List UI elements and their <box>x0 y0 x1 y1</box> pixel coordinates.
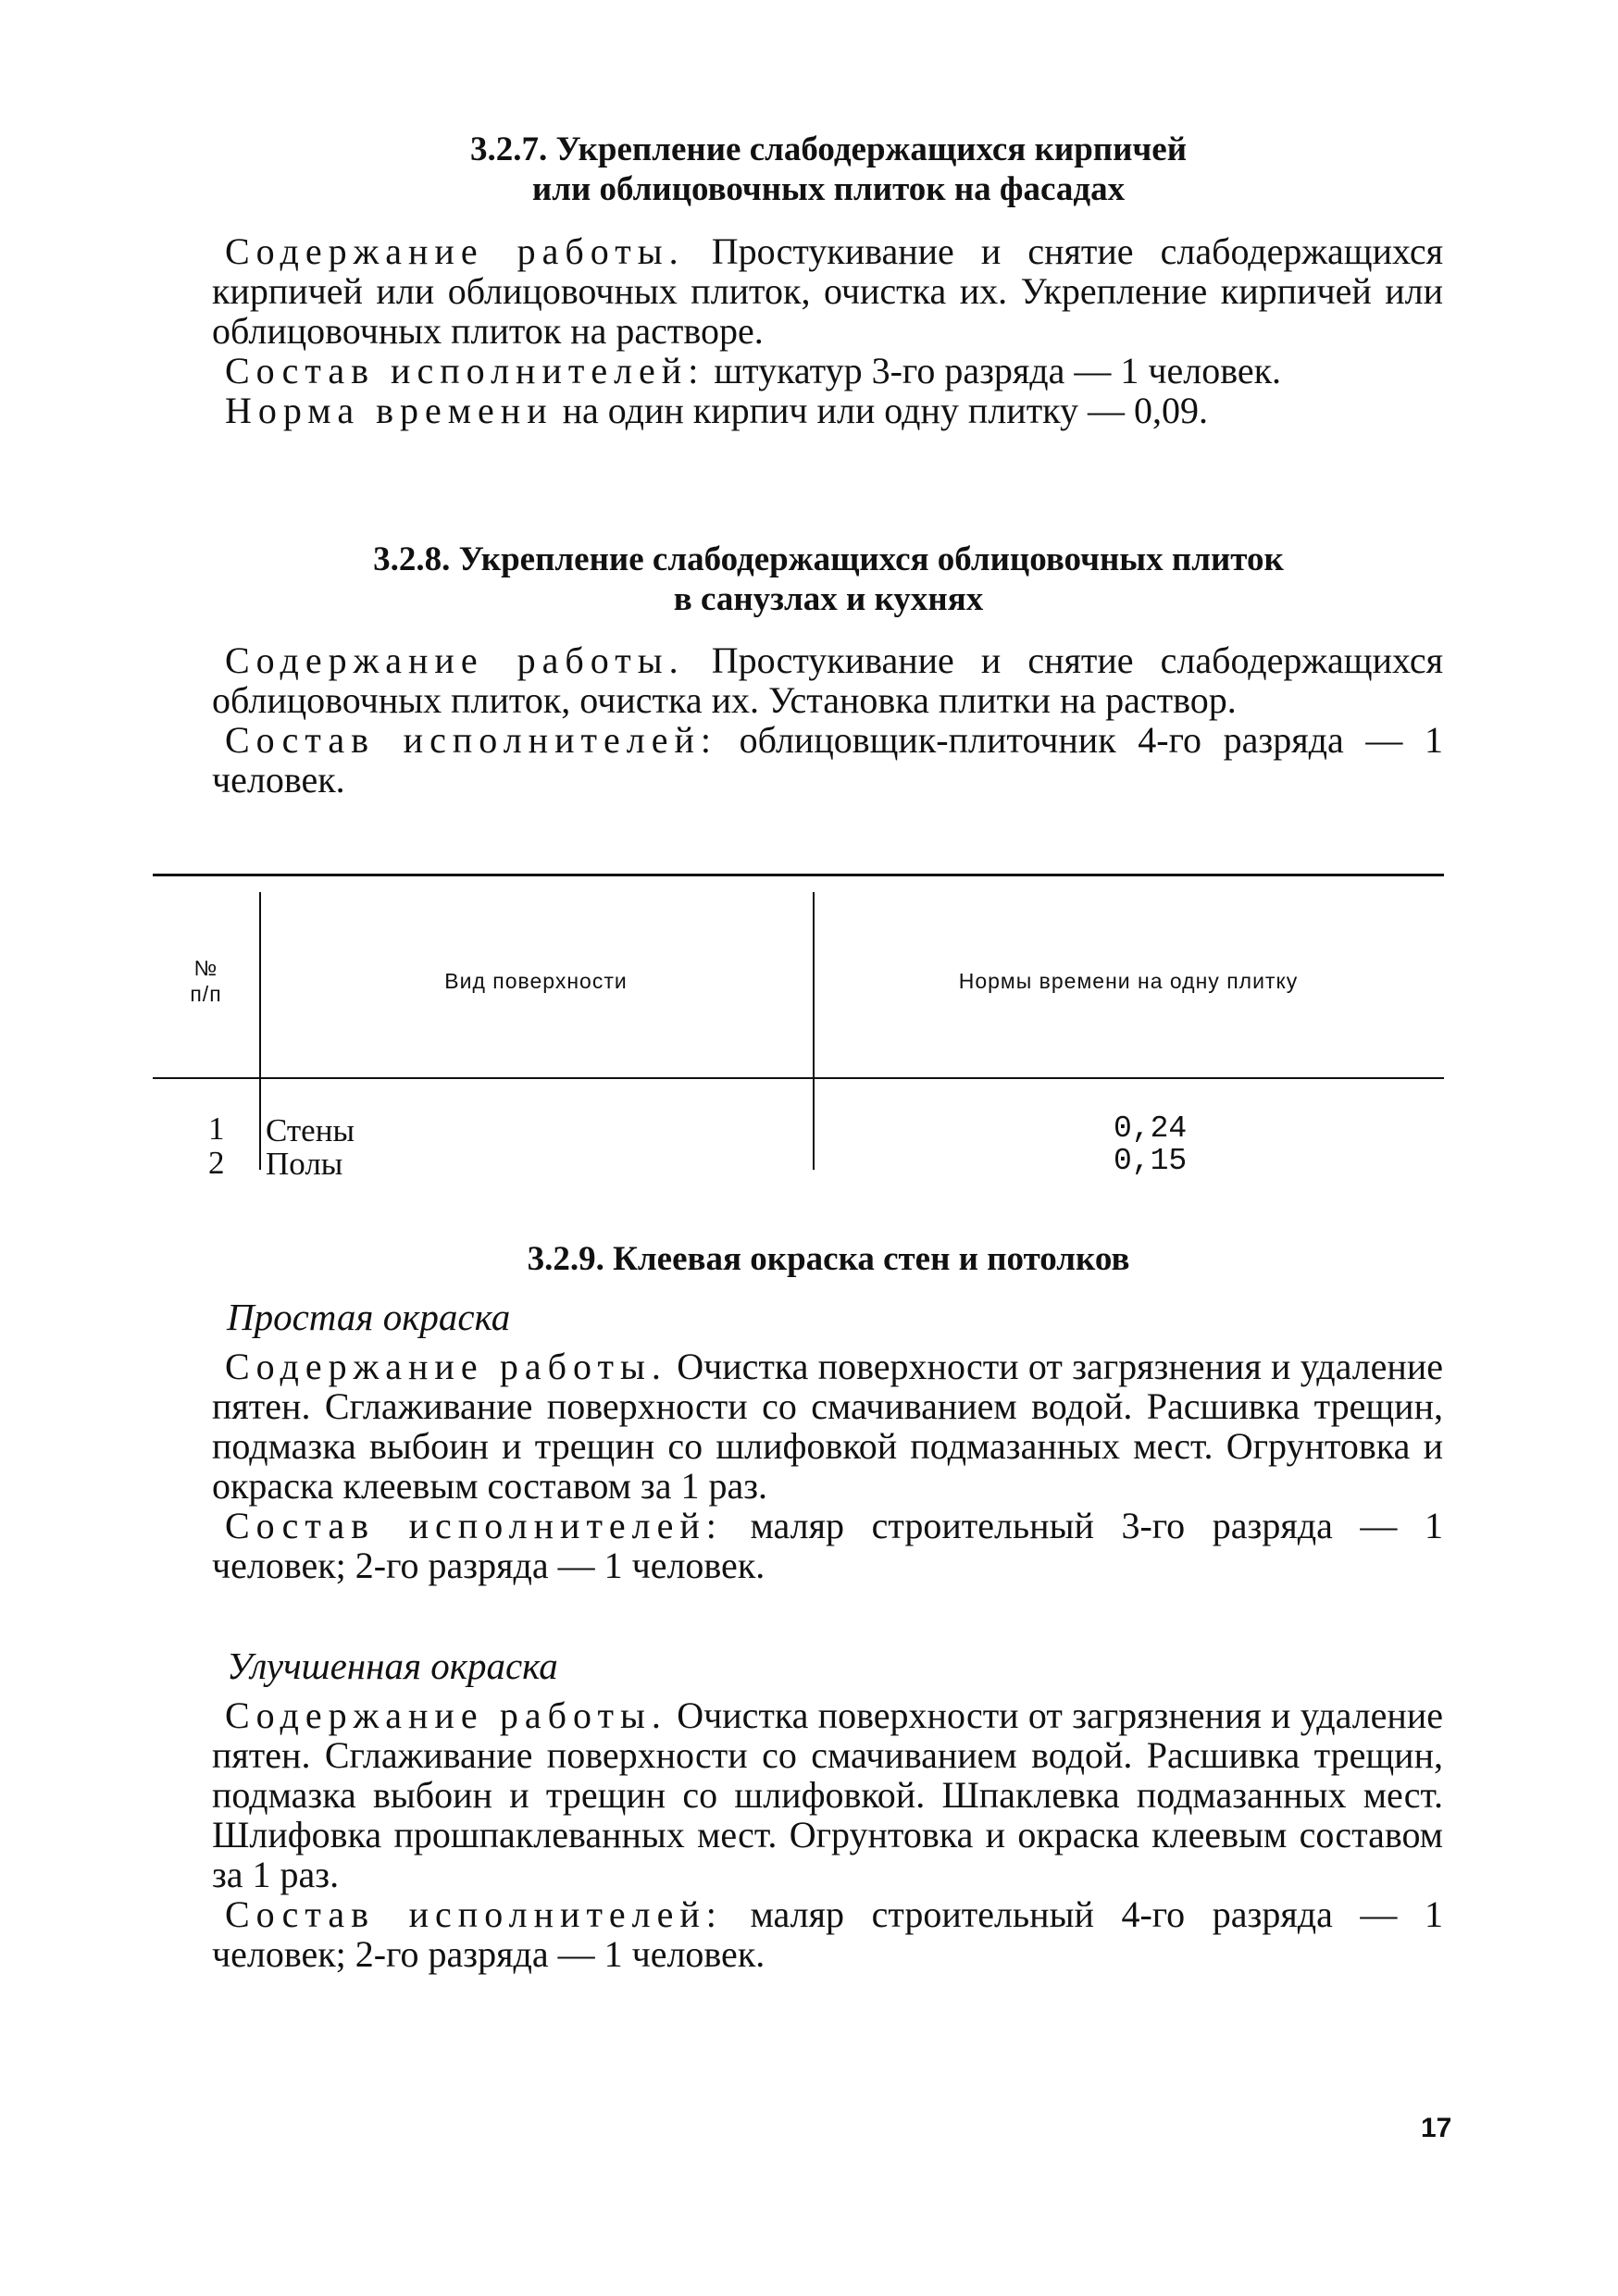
improved-content-label: Содержание работы. <box>225 1694 667 1736</box>
table-top-rule <box>153 874 1444 876</box>
header-num <box>153 955 259 1007</box>
section-327-title-line2: или облицовочных плиток на фасадах <box>531 170 1126 208</box>
row-2-norm: 0,15 <box>1114 1144 1188 1178</box>
section-328-body <box>212 640 1443 800</box>
section-328-heading <box>213 540 1444 619</box>
norms-table <box>153 874 1444 1188</box>
section-327-staff-text: штукатур 3-го разряда — 1 человек. <box>714 350 1282 391</box>
header-num-line1: № <box>193 956 218 980</box>
simple-content-label: Содержание работы. <box>225 1346 667 1387</box>
improved-staff-label: Состав исполнителей: <box>225 1893 723 1935</box>
row-2-surface: Полы <box>266 1146 343 1182</box>
section-328-staff-label: Состав исполнителей: <box>225 719 717 761</box>
section-327-heading <box>213 130 1444 209</box>
header-norms: Нормы времени на одну плитку <box>958 969 1299 993</box>
section-328-staff-text: облицовщик-плиточник 4-го разряда — 1 человек. <box>212 719 1443 800</box>
section-327-body <box>212 231 1443 430</box>
simple-staff-label: Состав исполнителей: <box>225 1505 723 1546</box>
section-328-content-text: Простукивание и снятие слабодержащихся облицовочных плиток, очистка их. Установка плитки на раствор. <box>212 639 1443 721</box>
improved-staff-text: маляр строительный 4-го разряда — 1 человек; 2-го разряда — 1 человек. <box>212 1893 1444 1975</box>
table-divider-1 <box>259 892 261 1170</box>
table-divider-2 <box>813 892 815 1170</box>
section-327-staff-label: Состав исполнителей: <box>225 350 705 391</box>
row-1-surface: Стены <box>266 1112 355 1148</box>
simple-content-text: Очистка поверхности от загрязнения и удаление пятен. Сглаживание поверхности со смачиванием водой. Расшивка трещин, подмазка выбоин и трещин со шлифовкой подмазанных мест. Огрунтовка и окраска клеевым составом за 1 раз. <box>212 1346 1443 1507</box>
simple-painting-subtitle: Простая окраска <box>227 1296 511 1338</box>
section-328-title-line1: 3.2.8. Укрепление слабодержащихся облицовочных плиток <box>373 540 1284 578</box>
row-1-num: 1 <box>208 1111 225 1147</box>
simple-staff-text: маляр строительный 3-го разряда — 1 человек; 2-го разряда — 1 человек. <box>212 1505 1444 1586</box>
section-328-content-label: Содержание работы. <box>225 639 685 681</box>
row-1-norm: 0,24 <box>1114 1111 1188 1146</box>
section-327-content-text: Простукивание и снятие слабодержащихся кирпичей или облицовочных плиток, очистка их. Укрепление кирпичей или облицовочных плиток на растворе. <box>212 230 1443 352</box>
row-2-num: 2 <box>208 1145 225 1181</box>
section-329-heading: 3.2.9. Клеевая окраска стен и потолков <box>527 1240 1130 1278</box>
table-header-rule <box>153 1077 1444 1079</box>
improved-content-text: Очистка поверхности от загрязнения и удаление пятен. Сглаживание поверхности со смачиванием водой. Расшивка трещин, подмазка выбоин и трещин со шлифовкой. Шпаклевка подмазанных мест. Шлифовка прошпаклеванных мест. Огрунтовка и окраска клеевым составом за 1 раз. <box>212 1694 1443 1895</box>
improved-painting-body <box>212 1695 1443 1974</box>
section-327-title-line1: 3.2.7. Укрепление слабодержащихся кирпичей <box>469 130 1188 168</box>
section-327-norm-text: на один кирпич или одну плитку — 0,09. <box>562 390 1209 431</box>
header-surface: Вид поверхности <box>444 969 628 993</box>
simple-painting-body <box>212 1347 1443 1585</box>
improved-painting-subtitle: Улучшенная окраска <box>227 1644 558 1687</box>
page-number: 17 <box>1421 2113 1452 2143</box>
header-num-line2: п/п <box>190 982 222 1006</box>
section-328-title-line2: в санузлах и кухнях <box>673 580 984 618</box>
section-327-norm-label: Норма времени <box>225 390 554 431</box>
section-327-content-label: Содержание работы. <box>225 230 685 272</box>
